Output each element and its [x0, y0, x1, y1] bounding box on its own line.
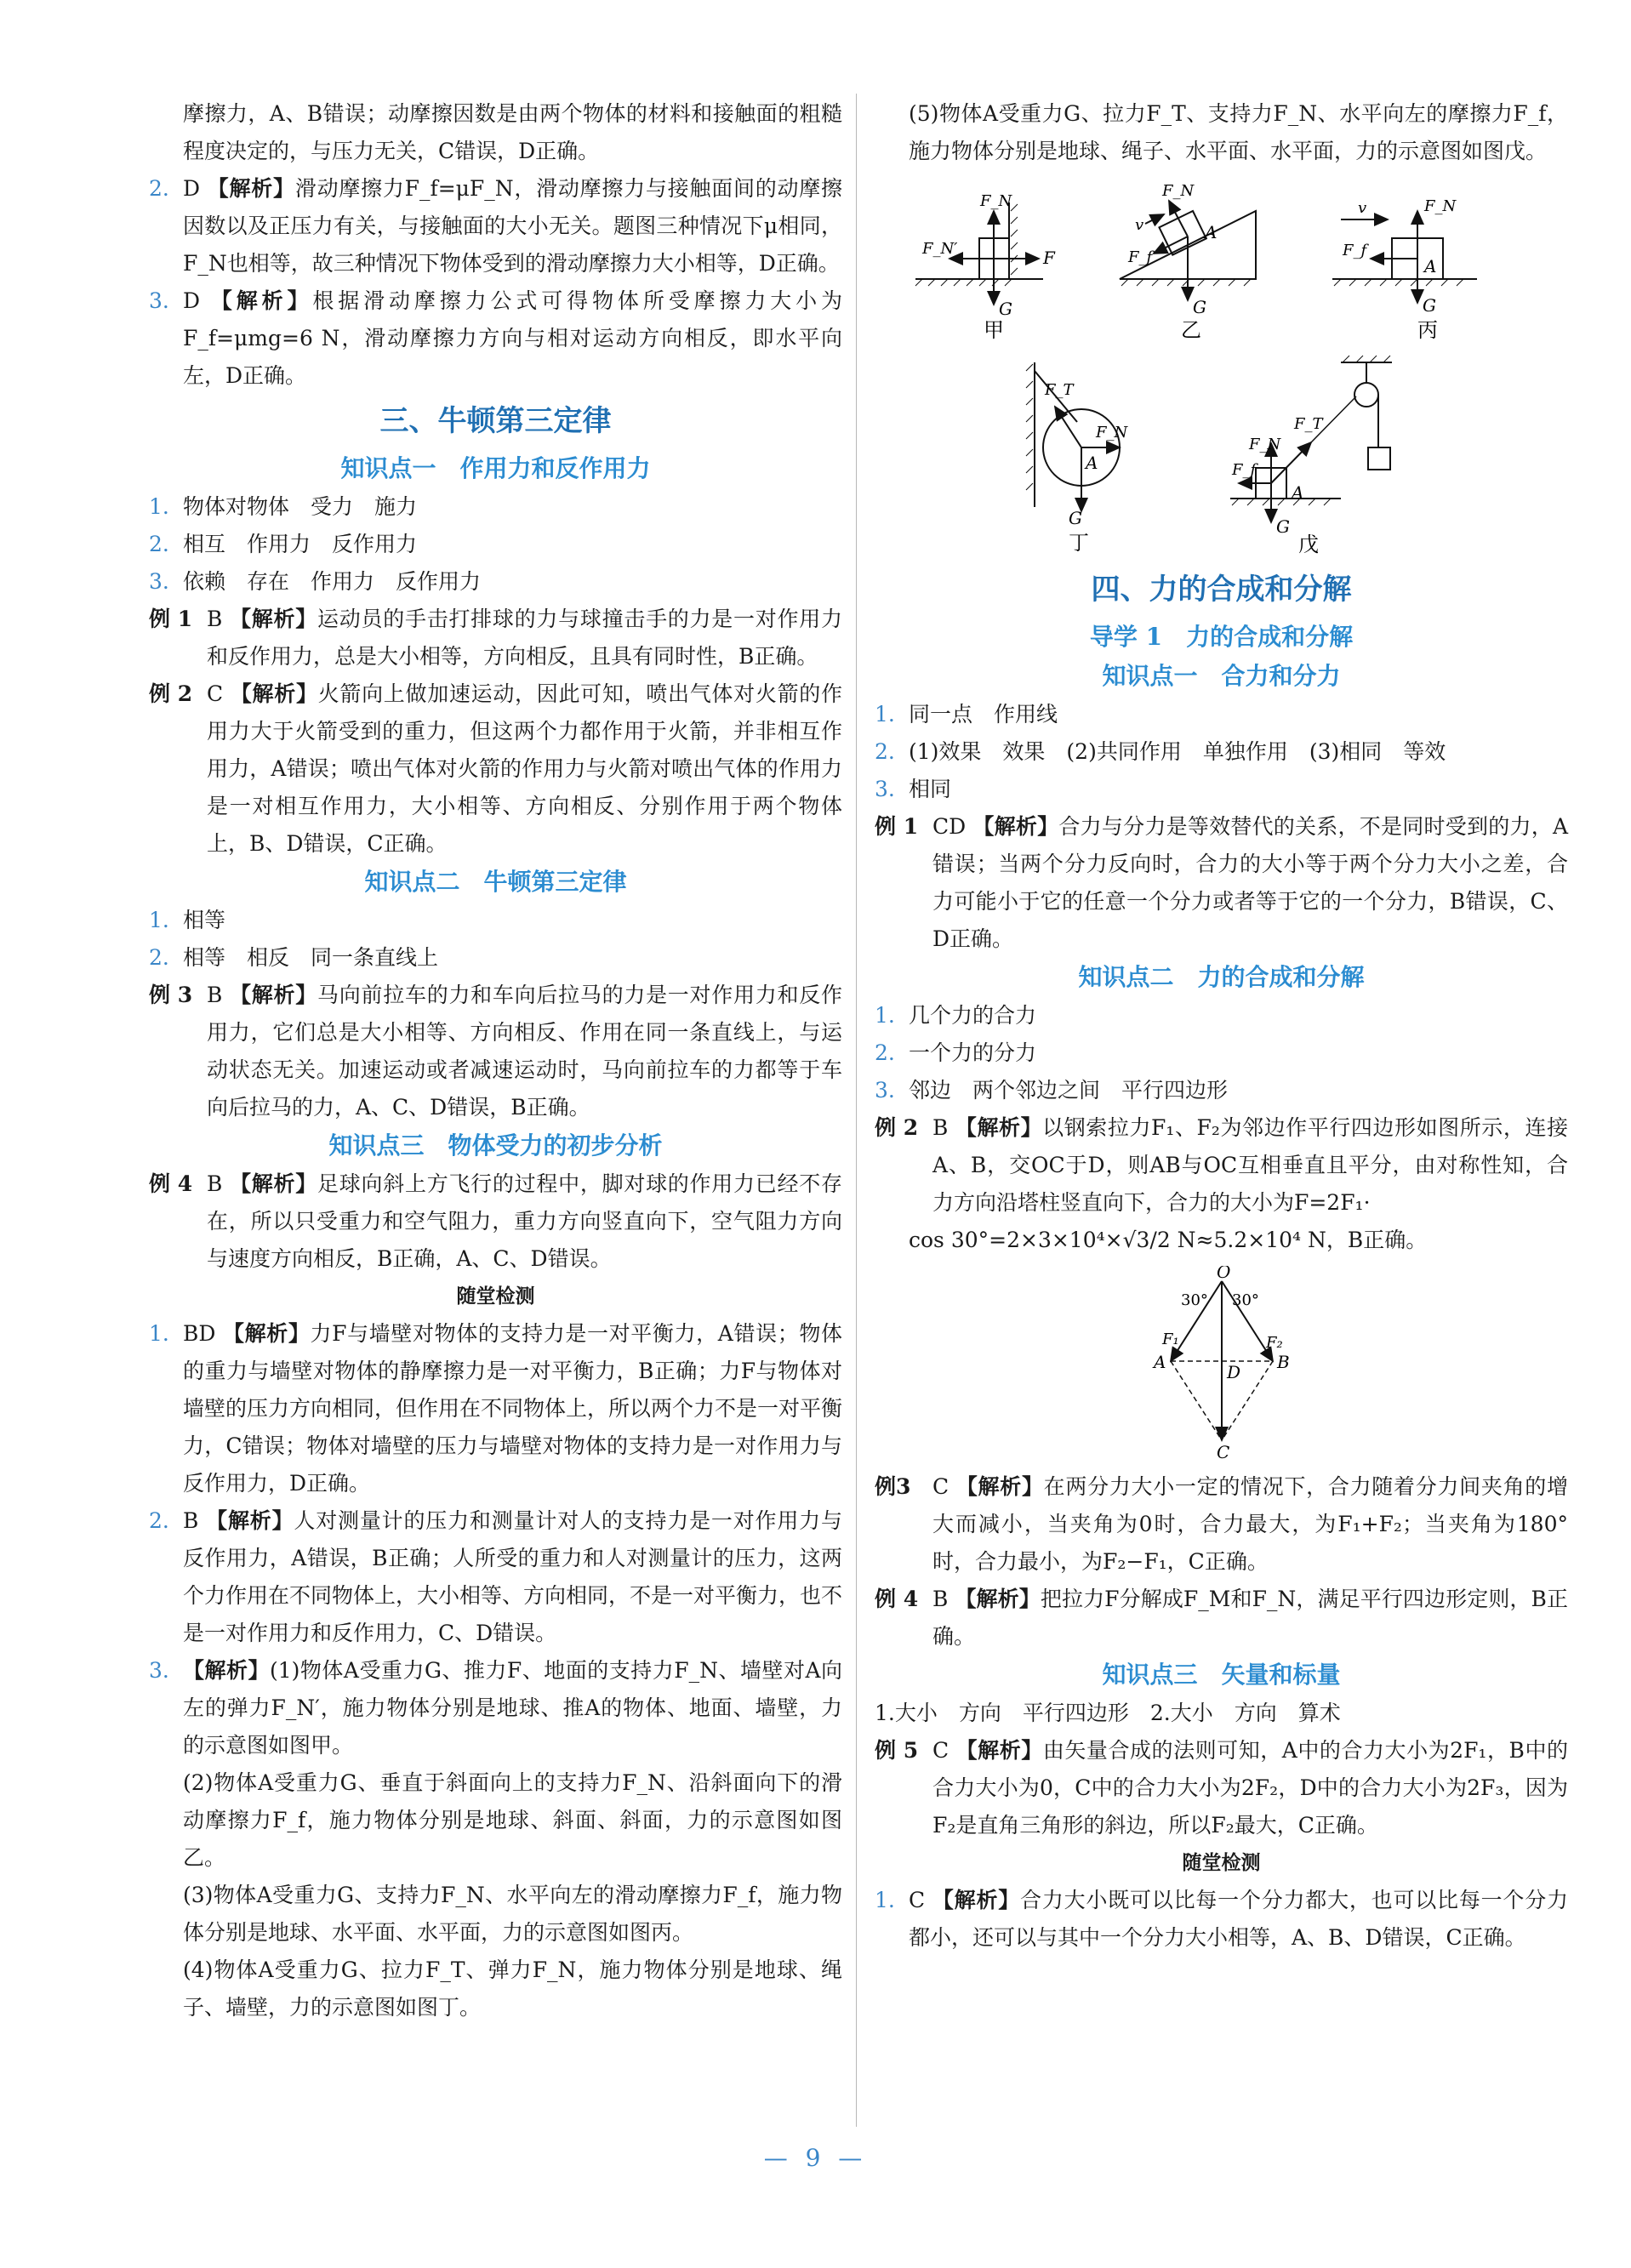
check-heading: 随堂检测 [456, 1285, 535, 1308]
check-answer-1: 1. BD 【解析】力F与墙壁对物体的支持力是一对平衡力，A错误；物体的重力与墙壁对物体的静摩擦力是一对平衡力，B正确；力F与物体对墙壁的压力方向相同，但作用在不同物体上，所以两个力不是一对平衡力，C错误；物体对墙壁的压力与墙壁对物体的支持力是一对作用力与反作用力，D正确。 [149, 1321, 843, 1496]
label-G: G [1068, 508, 1082, 528]
check-answer-2: 2. B 【解析】人对测量计的压力和测量计对人的支持力是一对作用力与反作用力，A错误，B正确；人所受的重力和人对测量计的压力，这两个力作用在不同物体上，大小相等、方向相同，不是一对平衡力，也不是一对作用力和反作用力，C、D错误。 [149, 1508, 843, 1645]
label-F1: F₁ [1161, 1331, 1179, 1348]
label-angle-right: 30° [1231, 1291, 1259, 1309]
label-G: G [1275, 516, 1290, 537]
example-1: 例 1 CD 【解析】合力与分力是等效替代的关系，不是同时受到的力，A错误；当两个分力反向时，合力的大小等于两个分力大小之差，合力可能小于它的任意一个分力或者等于它的一个分力，B错误，C、D正确。 [875, 814, 1569, 951]
label-FT: F_T [1293, 415, 1322, 433]
knowledge-point-1: 知识点一 作用力和反作用力 [340, 454, 651, 482]
force-diagrams-top [898, 177, 1545, 347]
label-FN: F_N [1248, 436, 1280, 453]
label-FN-prime: F_N′ [921, 240, 957, 258]
list-item: 2. (1)效果 效果 (2)共同作用 单独作用 (3)相同 等效 [875, 739, 1446, 764]
section-title-force-composition: 四、力的合成和分解 [1091, 573, 1352, 607]
check-answer-3-part2: (2)物体A受重力G、垂直于斜面向上的支持力F_N、沿斜面向下的滑动摩擦力F_f，施力物体分别是地球、斜面、斜面，力的示意图如图乙。 [183, 1770, 842, 1870]
label-B: B [1276, 1352, 1290, 1372]
check-answer-3: 3. 【解析】(1)物体A受重力G、推力F、地面的支持力F_N、墙壁对A向左的弹力F_N′，施力物体分别是地球、推A的物体、地面、墙壁，力的示意图如图甲。 [149, 1658, 842, 1758]
diagram-yi [1120, 182, 1256, 342]
label-A: A [1153, 1352, 1166, 1372]
list-item: 3. 邻边 两个邻边之间 平行四边形 [875, 1078, 1229, 1103]
label-Ff: F_f [1342, 242, 1366, 259]
label-v: v [1357, 199, 1366, 217]
label-FN: F_N [1095, 424, 1127, 442]
list-item: 2. 相互 作用力 反作用力 [149, 532, 418, 556]
list-item: 1.大小 方向 平行四边形 2.大小 方向 算术 [875, 1701, 1341, 1725]
label-angle-left: 30° [1180, 1291, 1208, 1309]
label-A: A [1423, 256, 1436, 276]
caption-yi: 乙 [1180, 318, 1201, 342]
example-1: 例 1 B 【解析】运动员的手击打排球的力与球撞击手的力是一对作用力和反作用力，总是大小相等，方向相反，且具有同时性，B正确。 [149, 607, 842, 669]
list-item: 3. 依赖 存在 作用力 反作用力 [149, 569, 482, 594]
knowledge-point-2: 知识点二 力的合成和分解 [1078, 963, 1365, 991]
example-3: 例3 C 【解析】在两分力大小一定的情况下，合力随着分力间夹角的增大而减小，当夹角为0时，合力最大，为F₁+F₂；当夹角为180°时，合力最小，为F₂−F₁，C正确。 [875, 1474, 1568, 1574]
label-G: G [998, 299, 1012, 319]
caption-wu: 戊 [1297, 533, 1319, 556]
example-4: 例 4 B 【解析】把拉力F分解成F_M和F_N，满足平行四边形定则，B正确。 [875, 1587, 1568, 1649]
label-G: G [1422, 295, 1436, 316]
diagram-wu [1230, 356, 1392, 556]
diagram-bing [1332, 197, 1477, 342]
continued-answer: 摩擦力，A、B错误；动摩擦因数是由两个物体的材料和接触面的粗糙程度决定的，与压力无关，C错误，D正确。 [183, 101, 842, 163]
knowledge-point-3: 知识点三 物体受力的初步分析 [328, 1131, 663, 1160]
example-2: 例 2 B 【解析】以钢索拉力F₁、F₂为邻边作平行四边形如图所示，连接A、B，交OC于D，则AB与OC互相垂直且平分，由对称性知，合力方向沿塔柱竖直向下，合力的大小为F=2F₁· [875, 1115, 1568, 1215]
guide-title: 导学 1 力的合成和分解 [1089, 623, 1354, 651]
label-Ff: F_f [1231, 461, 1256, 479]
knowledge-point-2: 知识点二 牛顿第三定律 [364, 868, 627, 896]
label-v: v [1134, 216, 1143, 234]
list-item: 1. 几个力的合力 [875, 1003, 1037, 1028]
column-divider [856, 94, 857, 2127]
page-number: — 9 — [763, 2144, 868, 2172]
check-answer-3-part4: (4)物体A受重力G、拉力F_T、弹力F_N，施力物体分别是地球、绳子、墙壁，力的示意图如图丁。 [183, 1957, 842, 2020]
list-item: 1. 物体对物体 受力 施力 [149, 494, 418, 519]
example-5: 例 5 C 【解析】由矢量合成的法则可知，A中的合力大小为2F₁，B中的合力大小为0，C中的合力大小为2F₂，D中的合力大小为2F₃，因为F₂是直角三角形的斜边，所以F₂最大，C正确。 [875, 1738, 1568, 1838]
parallelogram-diagram [1137, 1266, 1307, 1462]
label-FN: F_N [979, 192, 1012, 210]
example-3: 例 3 B 【解析】马向前拉车的力和车向后拉马的力是一对作用力和反作用力，它们总是大小相等、方向相反、作用在同一条直线上，与运动状态无关。加速运动或者减速运动时，马向前拉车的力都等于车向后拉马的力，A、C、D错误，B正确。 [149, 983, 842, 1120]
check-answer-1: 1. C 【解析】合力大小既可以比每一个分力都大，也可以比每一个分力都小，还可以与其中一个分力大小相等，A、B、D错误，C正确。 [875, 1888, 1568, 1950]
label-FT: F_T [1044, 381, 1073, 399]
check-answer-3-part3: (3)物体A受重力G、支持力F_N、水平向左的滑动摩擦力F_f，施力物体分别是地球、水平面、水平面，力的示意图如图丙。 [183, 1883, 842, 1945]
label-A: A [1085, 453, 1098, 473]
list-item: 2. 一个力的分力 [875, 1040, 1037, 1065]
right-column [875, 95, 1568, 1957]
list-item: 2. 相等 相反 同一条直线上 [149, 945, 439, 970]
list-item: 3. 相同 [875, 777, 952, 801]
example-4: 例 4 B 【解析】足球向斜上方飞行的过程中，脚对球的作用力已经不存在，所以只受重力和空气阻力，重力方向竖直向下，空气阻力方向与速度方向相反，B正确，A、C、D错误。 [149, 1171, 842, 1271]
list-item: 1. 同一点 作用线 [875, 702, 1058, 727]
diagram-jia [915, 192, 1056, 342]
check-heading: 随堂检测 [1182, 1851, 1261, 1874]
label-O: O [1216, 1266, 1230, 1282]
section-title-newton-third: 三、牛顿第三定律 [379, 404, 612, 438]
knowledge-point-3: 知识点三 矢量和标量 [1102, 1661, 1341, 1689]
label-Ff: F_f [1127, 248, 1152, 266]
example-2: 例 2 C 【解析】火箭向上做加速运动，因此可知，喷出气体对火箭的作用力大于火箭受到的重力，但这两个力都作用于火箭，并非相互作用力，A错误；喷出气体对火箭的作用力与火箭对喷出气体的作用力是一对相互作用力，大小相等、方向相反、分别作用于两个物体上，B、D错误，C正确。 [149, 681, 842, 856]
left-column [149, 95, 842, 2026]
caption-ding: 丁 [1068, 531, 1089, 555]
label-D: D [1226, 1362, 1240, 1382]
answer-2: 2. D 【解析】滑动摩擦力F_f=μF_N，滑动摩擦力与接触面间的动摩擦因数以及正压力有关，与接触面的大小无关。题图三种情况下μ相同，F_N也相等，故三种情况下物体受到的滑动摩擦力大小相等，D正确。 [149, 176, 842, 276]
answer-3: 3. D 【解析】根据滑动摩擦力公式可得物体所受摩擦力大小为F_f=μmg=6 N，滑动摩擦力方向与相对运动方向相反，即水平向左，D正确。 [149, 288, 842, 388]
caption-bing: 丙 [1417, 318, 1438, 342]
label-A: A [1291, 482, 1303, 503]
knowledge-point-1: 知识点一 合力和分力 [1102, 662, 1341, 690]
list-item: 1. 相等 [149, 908, 226, 932]
diagram-ding [1026, 362, 1128, 555]
label-FN: F_N [1423, 197, 1456, 215]
label-A: A [1204, 222, 1217, 242]
example-2-formula: cos 30°=2×3×10⁴×√3/2 N≈5.2×10⁴ N，B正确。 [909, 1228, 1428, 1252]
label-G: G [1192, 297, 1206, 317]
label-F2: F₂ [1265, 1334, 1283, 1352]
caption-jia: 甲 [983, 318, 1004, 342]
label-C: C [1216, 1442, 1229, 1462]
label-F: F [1042, 248, 1055, 268]
check-answer-3-part5: (5)物体A受重力G、拉力F_T、支持力F_N、水平向左的摩擦力F_f，施力物体分别是地球、绳子、水平面、水平面，力的示意图如图戊。 [909, 101, 1568, 163]
force-diagrams-bottom [1001, 354, 1443, 558]
label-FN: F_N [1161, 182, 1194, 200]
